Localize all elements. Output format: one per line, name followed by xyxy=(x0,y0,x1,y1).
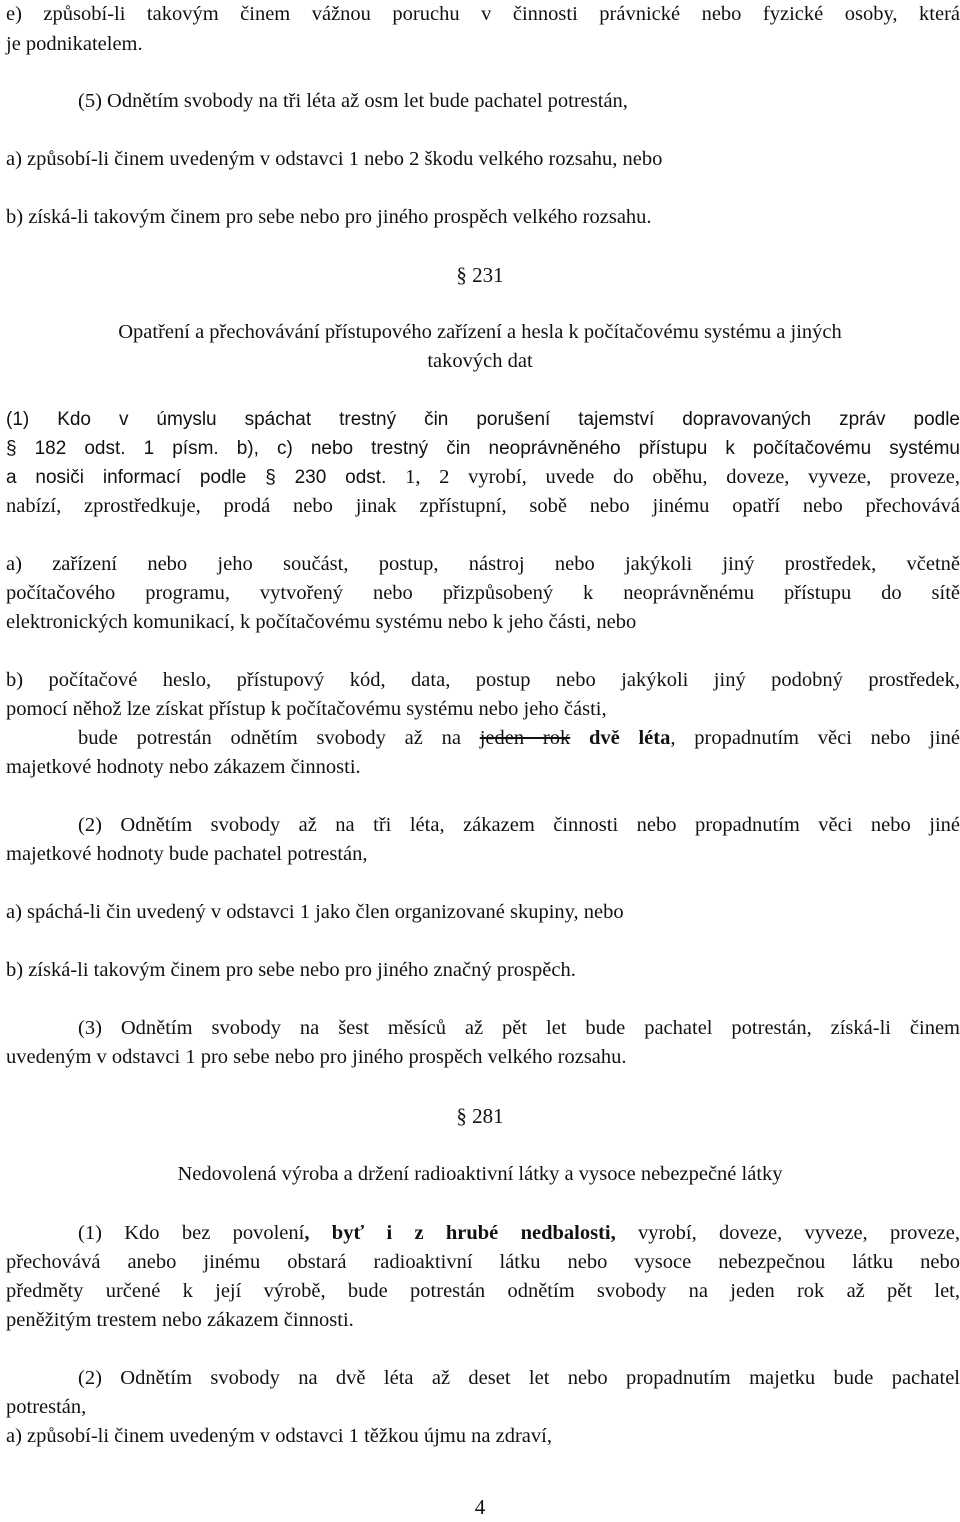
text-line: počítačového programu, vytvořený nebo přizpůsobený k neoprávněnému přístupu do sítě xyxy=(6,582,960,604)
text-line: e) způsobí-li takovým činem vážnou poruchu v činnosti právnické nebo fyzické osoby, která xyxy=(6,3,960,25)
text-line: nabízí, zprostředkuje, prodá nebo jinak zpřístupní, sobě nebo jinému opatří nebo přechovává xyxy=(6,495,960,517)
text-line: (2) Odnětím svobody až na tři léta, zákazem činnosti nebo propadnutím věci nebo jiné xyxy=(78,814,960,836)
text-line: a) způsobí-li činem uvedeným v odstavci 1 těžkou újmu na zdraví, xyxy=(6,1425,552,1447)
text-line: (2) Odnětím svobody na dvě léta až deset let nebo propadnutím majetku bude pachatel xyxy=(78,1367,960,1389)
text-line xyxy=(78,724,960,753)
text-line: uvedeným v odstavci 1 pro sebe nebo pro jiného prospěch velkého rozsahu. xyxy=(6,1046,627,1068)
text-line: peněžitým trestem nebo zákazem činnosti. xyxy=(6,1309,354,1331)
section-title: Opatření a přechovávání přístupového zařízení a hesla k počítačovému systému a jiných xyxy=(118,321,842,343)
text-span: bude potrestán odnětím svobody až na xyxy=(78,727,480,749)
text-line: elektronických komunikací, k počítačovému systému nebo k jeho části, nebo xyxy=(6,611,637,633)
page-number: 4 xyxy=(474,1495,486,1519)
text-span: 1, 2 vyrobí, uvede do oběhu, doveze, vyveze, proveze, xyxy=(386,466,960,488)
struck-text: jeden rok xyxy=(479,727,571,749)
text-line: (1) Kdo v úmyslu spáchat trestný čin porušení tajemství dopravovaných zpráv podle xyxy=(6,409,960,430)
section-number: § 281 xyxy=(456,1104,504,1128)
text-span: vyrobí, doveze, vyveze, proveze, xyxy=(615,1222,960,1244)
bold-text: dvě léta xyxy=(570,727,671,749)
text-line: b) počítačové heslo, přístupový kód, data, postup nebo jakýkoli jiný podobný prostředek, xyxy=(6,669,960,691)
text-line: b) získá-li takovým činem pro sebe nebo pro jiného značný prospěch. xyxy=(6,959,576,981)
text-line: pomocí něhož lze získat přístup k počítačovému systému nebo jeho části, xyxy=(6,698,607,720)
section-title: Nedovolená výroba a držení radioaktivní látky a vysoce nebezpečné látky xyxy=(177,1163,783,1185)
section-title: takových dat xyxy=(427,350,533,372)
text-line: potrestán, xyxy=(6,1396,87,1418)
text-line: je podnikatelem. xyxy=(6,33,143,55)
text-line: přechovává anebo jinému obstará radioaktivní látku nebo vysoce nebezpečnou látku nebo xyxy=(6,1251,960,1273)
text-line: (5) Odnětím svobody na tři léta až osm let bude pachatel potrestán, xyxy=(78,90,628,112)
text-span: , propadnutím věci nebo jiné xyxy=(670,727,960,749)
text-line: § 182 odst. 1 písm. b), c) nebo trestný čin neoprávněného přístupu k počítačovému systému xyxy=(6,438,960,459)
section-number: § 231 xyxy=(456,263,504,287)
text-line: (3) Odnětím svobody na šest měsíců až pět let bude pachatel potrestán, získá-li činem xyxy=(78,1017,960,1039)
text-line xyxy=(6,463,960,492)
bold-text: , byť i z hrubé nedbalosti, xyxy=(304,1222,616,1244)
text-line: předměty určené k její výrobě, bude potrestán odnětím svobody na jeden rok až pět let, xyxy=(6,1280,960,1302)
text-line xyxy=(78,1219,960,1248)
text-line: b) získá-li takovým činem pro sebe nebo pro jiného prospěch velkého rozsahu. xyxy=(6,206,652,228)
text-line: a) spáchá-li čin uvedený v odstavci 1 jako člen organizované skupiny, nebo xyxy=(6,901,624,923)
text-line: a) zařízení nebo jeho součást, postup, nástroj nebo jakýkoli jiný prostředek, včetně xyxy=(6,553,960,575)
text-line: majetkové hodnoty nebo zákazem činnosti. xyxy=(6,756,361,778)
text-line: a) způsobí-li činem uvedeným v odstavci 1 nebo 2 škodu velkého rozsahu, nebo xyxy=(6,148,663,170)
text-line: majetkové hodnoty bude pachatel potrestán, xyxy=(6,843,368,865)
text-span: (1) Kdo bez povolení xyxy=(78,1222,305,1244)
text-span: a nosiči informací podle § 230 odst. xyxy=(6,467,387,488)
